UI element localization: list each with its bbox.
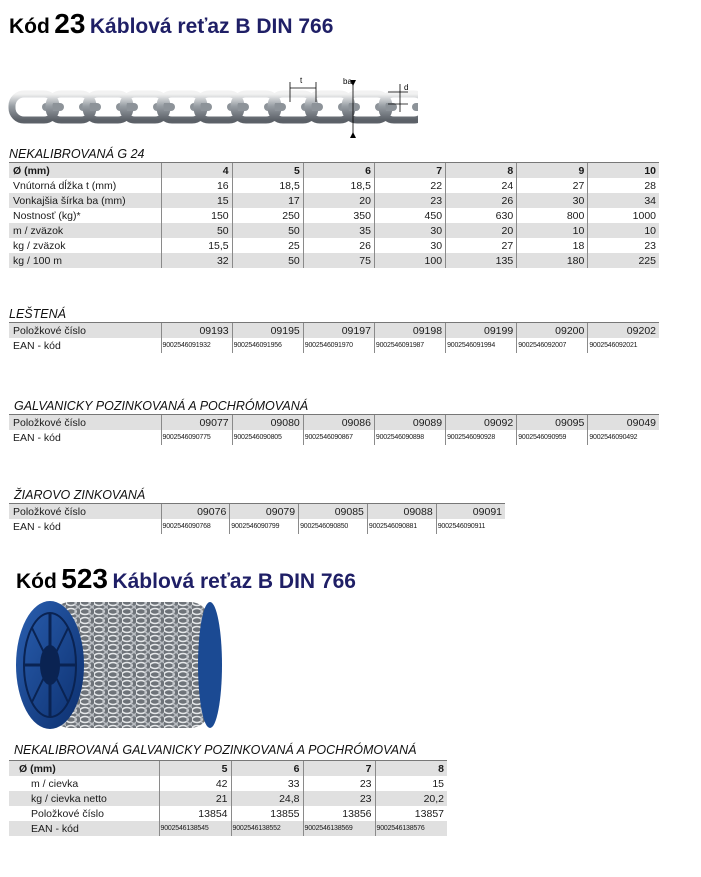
diameter-header: Ø (mm)	[9, 761, 159, 776]
chain-link-side	[412, 103, 418, 111]
value-cell: 27	[517, 178, 588, 193]
value-cell: 42	[159, 776, 231, 791]
item-number: 09197	[303, 323, 374, 338]
value-cell: 15,5	[161, 238, 232, 253]
value-cell: 13854	[159, 806, 231, 821]
ean-code: 9002546090768	[161, 519, 230, 534]
ean-code: 9002546091956	[232, 338, 303, 353]
item-number: 09088	[367, 504, 436, 519]
value-cell: 23	[374, 193, 445, 208]
size-cell: 7	[303, 761, 375, 776]
value-cell: 10	[588, 223, 659, 238]
table-row	[9, 193, 659, 208]
ean-code: 9002546138576	[375, 821, 447, 836]
value-cell: 18,5	[303, 178, 374, 193]
table-row	[9, 253, 659, 268]
value-cell: 26	[303, 238, 374, 253]
item-number: 09079	[230, 504, 299, 519]
item-number: 09076	[161, 504, 230, 519]
row-label: m / cievka	[31, 777, 79, 790]
table-row	[9, 791, 447, 806]
product2-code-number: 523	[61, 563, 108, 594]
item-number-label: Položkové číslo	[9, 323, 161, 338]
spec1-title: NEKALIBROVANÁ G 24	[9, 147, 145, 161]
product1-code-number: 23	[54, 8, 86, 39]
value-cell: 15	[161, 193, 232, 208]
ean-code: 9002546092021	[588, 338, 659, 353]
table-row	[9, 430, 659, 445]
chain-link-side	[301, 103, 323, 111]
value-cell: 450	[374, 208, 445, 223]
value-cell: 26	[446, 193, 517, 208]
spec1-table	[9, 163, 659, 268]
item-number: 09095	[517, 415, 588, 430]
row-label: kg / zväzok	[13, 239, 66, 252]
value-cell: 17	[232, 193, 303, 208]
spec2-table	[9, 761, 447, 836]
value-cell: 20	[303, 193, 374, 208]
table-row	[9, 323, 659, 338]
row-label: Vnútorná dĺžka t (mm)	[13, 179, 117, 192]
value-cell: 27	[446, 238, 517, 253]
ean-code: 9002546090867	[303, 430, 374, 445]
item-number-label: Položkové číslo	[9, 415, 161, 430]
size-cell: 7	[374, 163, 445, 178]
table-row	[9, 178, 659, 193]
spec1-header-row	[9, 163, 659, 178]
size-cell: 8	[446, 163, 517, 178]
value-cell: 24	[446, 178, 517, 193]
chain-link-side	[190, 103, 212, 111]
size-cell: 5	[159, 761, 231, 776]
spec2-header-row	[9, 761, 447, 776]
value-cell: 20	[446, 223, 517, 238]
item-number: 09200	[517, 323, 588, 338]
variant1-table	[9, 323, 659, 353]
value-cell: 30	[374, 238, 445, 253]
ean-code: 9002546090850	[299, 519, 368, 534]
value-cell: 630	[446, 208, 517, 223]
chain-link-side	[116, 103, 138, 111]
value-cell: 32	[161, 253, 232, 268]
value-cell: 24,8	[231, 791, 303, 806]
value-cell: 23	[303, 776, 375, 791]
value-cell: 21	[159, 791, 231, 806]
item-number-label: Položkové číslo	[9, 504, 161, 519]
item-number: 09199	[446, 323, 517, 338]
dim-t-label: t	[300, 76, 303, 85]
item-number: 09089	[374, 415, 445, 430]
ean-code: 9002546091994	[446, 338, 517, 353]
value-cell: 13855	[231, 806, 303, 821]
size-cell: 4	[161, 163, 232, 178]
product2-code-word: Kód	[16, 570, 57, 593]
variant3-table	[9, 504, 505, 534]
item-number: 09198	[374, 323, 445, 338]
value-cell: 30	[374, 223, 445, 238]
value-cell: 25	[232, 238, 303, 253]
size-cell: 5	[232, 163, 303, 178]
chain-link-side	[227, 103, 249, 111]
value-cell: 23	[588, 238, 659, 253]
value-cell: 34	[588, 193, 659, 208]
row-label: kg / 100 m	[9, 253, 161, 268]
ean-code: 9002546091932	[161, 338, 232, 353]
spec2-title: NEKALIBROVANÁ GALVANICKY POZINKOVANÁ A POCHRÓMOVANÁ	[14, 743, 417, 757]
chain-spool-illustration	[10, 598, 225, 733]
table-row	[9, 338, 659, 353]
ean-code: 9002546091987	[374, 338, 445, 353]
item-number: 09092	[446, 415, 517, 430]
chain-link-side	[42, 103, 64, 111]
item-number: 09202	[588, 323, 659, 338]
value-cell: 33	[231, 776, 303, 791]
ean-code: 9002546090492	[588, 430, 659, 445]
item-number: 09195	[232, 323, 303, 338]
value-cell: 100	[374, 253, 445, 268]
value-cell: 225	[588, 253, 659, 268]
row-label: m / zväzok	[9, 223, 161, 238]
table-row	[9, 504, 505, 519]
chain-link-side	[264, 103, 286, 111]
table-row	[9, 776, 447, 791]
ean-code: 9002546138569	[303, 821, 375, 836]
row-label: Vonkajšia šírka ba (mm)	[9, 193, 161, 208]
value-cell: 22	[374, 178, 445, 193]
ean-code: 9002546090881	[367, 519, 436, 534]
ean-code: 9002546138545	[159, 821, 231, 836]
chain-link-side	[79, 103, 101, 111]
table-row	[9, 238, 659, 253]
item-number: 09077	[161, 415, 232, 430]
ean-label: EAN - kód	[9, 821, 159, 836]
table-row	[9, 519, 505, 534]
table-row	[9, 415, 659, 430]
item-number: 09085	[299, 504, 368, 519]
value-cell: 180	[517, 253, 588, 268]
value-cell: 50	[161, 223, 232, 238]
ean-code: 9002546092007	[517, 338, 588, 353]
value-cell: 18	[517, 238, 588, 253]
value-cell: 13857	[375, 806, 447, 821]
product1-code-word: Kód	[9, 15, 50, 38]
variant1-title: LEŠTENÁ	[9, 307, 66, 321]
variant3-title: ŽIAROVO ZINKOVANÁ	[14, 488, 146, 502]
item-number: 09086	[303, 415, 374, 430]
ean-code: 9002546090799	[230, 519, 299, 534]
value-cell: 250	[232, 208, 303, 223]
ean-code: 9002546090775	[161, 430, 232, 445]
size-cell: 10	[588, 163, 659, 178]
chain-link-side	[338, 103, 360, 111]
value-cell: 18,5	[232, 178, 303, 193]
ean-label: EAN - kód	[13, 520, 61, 533]
ean-code: 9002546091970	[303, 338, 374, 353]
ean-code: 9002546090959	[517, 430, 588, 445]
value-cell: 10	[517, 223, 588, 238]
value-cell: 350	[303, 208, 374, 223]
value-cell: 50	[232, 223, 303, 238]
value-cell: 15	[375, 776, 447, 791]
value-cell: 20,2	[375, 791, 447, 806]
size-cell: 6	[231, 761, 303, 776]
ean-code: 9002546090898	[374, 430, 445, 445]
diameter-header: Ø (mm)	[9, 163, 161, 178]
ean-code: 9002546090911	[436, 519, 505, 534]
value-cell: 16	[161, 178, 232, 193]
row-label: kg / cievka netto	[9, 791, 159, 806]
value-cell: 50	[232, 253, 303, 268]
ean-code: 9002546138552	[231, 821, 303, 836]
row-label: Nostnosť (kg)*	[13, 209, 81, 222]
variant2-table	[9, 415, 659, 445]
value-cell: 13856	[303, 806, 375, 821]
size-cell: 8	[375, 761, 447, 776]
value-cell: 35	[303, 223, 374, 238]
value-cell: 28	[588, 178, 659, 193]
value-cell: 75	[303, 253, 374, 268]
table-row	[9, 821, 447, 836]
dim-ba-label: ba	[343, 77, 352, 86]
product1-title: Káblová reťaz B DIN 766	[89, 15, 334, 38]
product2-title: Káblová reťaz B DIN 766	[112, 570, 356, 593]
item-number: 09193	[161, 323, 232, 338]
ean-label: EAN - kód	[13, 339, 61, 352]
value-cell: 1000	[588, 208, 659, 223]
chain-illustration	[8, 72, 418, 144]
value-cell: 23	[303, 791, 375, 806]
chain-link-side	[153, 103, 175, 111]
dim-d-label: d	[404, 83, 409, 92]
size-cell: 9	[517, 163, 588, 178]
item-number: 09080	[232, 415, 303, 430]
value-cell: 135	[446, 253, 517, 268]
ean-label: EAN - kód	[13, 431, 61, 444]
product1-heading	[9, 8, 333, 40]
table-row	[9, 208, 659, 223]
item-number: 09091	[436, 504, 505, 519]
ean-code: 9002546090805	[232, 430, 303, 445]
ean-code: 9002546090928	[446, 430, 517, 445]
table-row	[9, 223, 659, 238]
size-cell: 6	[303, 163, 374, 178]
value-cell: 30	[517, 193, 588, 208]
row-label: Položkové číslo	[31, 807, 104, 820]
variant2-title: GALVANICKY POZINKOVANÁ A POCHRÓMOVANÁ	[14, 399, 309, 413]
value-cell: 800	[517, 208, 588, 223]
table-row	[9, 806, 447, 821]
product2-heading	[16, 563, 356, 595]
item-number: 09049	[588, 415, 659, 430]
value-cell: 150	[161, 208, 232, 223]
